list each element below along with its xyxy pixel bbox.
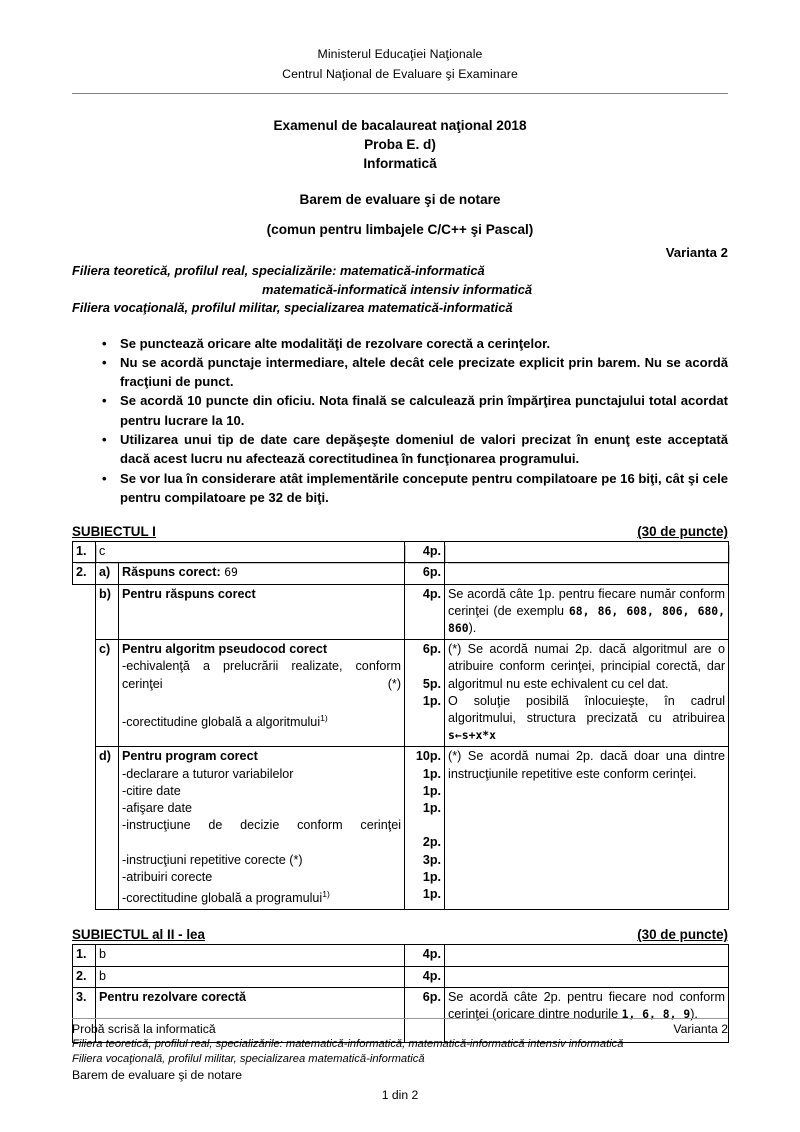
points-main: 10p. [415,749,442,764]
list-item [72,334,728,353]
criterion-item: -instrucţiune de decizie conform cerinţei [122,818,402,833]
criterion-title: Pentru rezolvare corectă [99,989,246,1004]
answer-label: Răspuns corect: [122,565,221,580]
row-answer: c [96,542,405,563]
note-text-pre: Se acordă câte 2p. pentru fiecare nod conform cerinţei (oricare dintre nodurile [448,989,725,1022]
row-letter: b) [96,584,119,640]
subject-1-points: (30 de puncte) [637,524,728,540]
row-note [445,542,729,563]
row-points: 4p. [405,945,445,966]
table-row [73,584,729,640]
list-item [72,391,728,430]
row-criterion [119,747,405,910]
points-main: 6p. [422,642,442,657]
row-number-empty [73,584,96,640]
section-heading-subject-2 [72,927,728,942]
row-number-empty [73,640,96,747]
footer-top-row [72,1021,728,1037]
criterion-item: -declarare a tuturor variabilelor [122,766,294,781]
bullet-icon: • [102,393,107,409]
subject-2-label: SUBIECTUL al II - lea [72,927,205,943]
row-criterion: Pentru răspuns corect [119,584,405,640]
row-points: 4p. [405,584,445,640]
exam-title: Examenul de bacalaureat naţional 2018 [273,118,527,133]
subject-2-points: (30 de puncte) [637,927,728,943]
points-item-4: 2p. [422,835,442,850]
languages-title: (comun pentru limbajele C/C++ şi Pascal) [266,222,534,237]
rule-text-3: Se acordă 10 puncte din oficiu. Nota finală se calculează prin împărţirea punctajului total acordat pentru lucrare la 10. [120,393,728,428]
table-row [73,966,729,987]
points-item-6: 1p. [422,869,442,884]
row-points [405,747,445,910]
criterion-item: -afişare date [122,801,193,816]
document-footer [72,1018,728,1102]
variant-label: Varianta 2 [665,245,728,260]
table-row [73,542,729,563]
points-sub-1: 5p. [422,676,442,691]
note-text-2-pre: O soluţie posibilă înlocuieşte, în cadrul algoritmului, structura precizată cu atribuirea [448,693,726,725]
row-points: 6p. [405,563,445,584]
row-points: 4p. [405,966,445,987]
rule-text-2: Nu se acordă punctaje intermediare, altele decât cele precizate explicit prin barem. Nu se acordă fracţiuni de punct. [120,354,728,390]
row-note [445,945,729,966]
row-note [445,563,729,584]
row-answer: b [96,966,405,987]
row-note [445,640,729,747]
criterion-title: Pentru algoritm pseudocod corect [122,642,328,657]
proba-title: Proba E. d) [364,137,436,152]
criterion-sub-2-text: -corectitudine globală a algoritmului [122,715,321,730]
row-note [445,966,729,987]
bullet-icon: • [102,354,107,370]
row-points: 4p. [405,542,445,563]
footer-barem: Barem de evaluare şi de notare [72,1068,243,1082]
subject-1-label: SUBIECTUL I [72,524,156,540]
row-letter: a) [96,563,119,584]
footer-variant: Varianta 2 [673,1022,728,1036]
criterion-item: -citire date [122,783,181,798]
grading-rules-list [72,334,728,508]
answer-value: 69 [224,565,238,580]
row-number: 2. [73,563,96,584]
row-number-empty [73,747,96,910]
barem-title: Barem de evaluare şi de notare [299,192,501,207]
specialization-line-1: Filiera teoretică, profilul real, specializările: matematică-informatică [72,263,485,278]
row-note: (*) Se acordă numai 2p. dacă doar una dintre instrucţiunile repetitive este conform cerinţei. [445,747,729,910]
criterion-sub-2 [122,710,401,731]
points-sub-2: 1p. [422,693,442,708]
subject-title: Informatică [363,156,437,171]
row-number: 2. [73,966,96,987]
criterion-item: -atribuiri corecte [122,869,213,884]
list-item [72,430,728,469]
footer-left-text: Probă scrisă la informatică [72,1022,216,1036]
criterion-item [122,886,401,907]
row-number: 3. [73,987,96,1043]
pseudocode-assignment: s←s+x*x [448,728,497,743]
table-row [73,563,729,584]
row-points [405,640,445,747]
criterion-item: -instrucţiuni repetitive corecte (*) [122,852,303,867]
rule-text-1: Se punctează oricare alte modalităţi de rezolvare corectă a cerinţelor. [120,335,551,351]
table-row [73,747,729,910]
note-text-pre: Se acordă câte 1p. pentru fiecare număr conform cerinţei (de exemplu [448,586,726,618]
criterion-sub-1: -echivalenţă a prelucrării realizate, conform cerinţei (*) [122,659,402,691]
points-item-2: 1p. [422,783,442,798]
table-row [73,945,729,966]
row-criterion [119,640,405,747]
row-points: 6p. [405,987,445,1043]
footnote-marker: 1) [320,713,328,723]
note-text-1: (*) Se acordă numai 2p. dacă algoritmul are o atribuire conform cerinţei, principial corectă, dar algoritmul nu este echivalent cu cel dat. [448,642,726,691]
document-header [72,44,728,94]
footer-divider [72,1018,728,1019]
footer-spec-1: Filiera teoretică, profilul real, specializările: matematică-informatică, matematică-informatică intensiv informatică [72,1038,624,1050]
note-numbers: 1, 6, 8, 9 [621,1007,691,1022]
row-letter: d) [96,747,119,910]
points-item-5: 3p. [422,852,442,867]
row-answer [119,563,405,584]
row-note [445,584,729,640]
ministry-line: Ministerul Educaţiei Naţionale [317,47,483,61]
note-text-2 [448,693,725,745]
bullet-icon: • [102,431,107,447]
specialization-line-3: Filiera vocaţională, profilul militar, specializarea matematică-informatică [72,300,513,315]
bullet-icon: • [102,335,107,351]
list-item [72,469,728,508]
page-number: 1 din 2 [381,1088,419,1102]
specialization-line-2: matematică-informatică intensiv informatică [262,281,533,297]
barem-table-subject-1 [72,541,729,910]
rule-text-4: Utilizarea unui tip de date care depăşeşte domeniul de valori precizat în enunţ este acceptată dacă acest lucru nu afectează corectitudinea în funcţionarea programului. [120,431,728,467]
list-item [72,353,728,392]
footnote-marker: 1) [322,889,330,900]
note-numbers: 68, 86, 608, 806, 680, 860 [448,603,726,635]
bullet-icon: • [102,470,107,486]
table-row [73,640,729,747]
rule-text-5: Se vor lua în considerare atât implementările concepute pentru compilatoare pe 16 biţi, cât şi cele pentru compilatoare pe 32 de biţi. [120,470,728,505]
header-divider [72,93,728,94]
footer-spec-2: Filiera vocaţională, profilul militar, specializarea matematică-informatică [72,1053,425,1065]
points-item-1: 1p. [422,766,442,781]
title-block [72,116,728,318]
points-item-7: 1p. [422,887,442,902]
row-number: 1. [73,542,96,563]
criterion-item-text: -corectitudine globală a programului [122,891,323,906]
points-item-3: 1p. [422,801,442,816]
note-text-post: ). [468,620,477,635]
note-text-post: ). [690,1007,698,1022]
center-line: Centrul Naţional de Evaluare şi Examinare [282,67,518,81]
row-letter: c) [96,640,119,747]
row-answer: b [96,945,405,966]
criterion-title: Pentru program corect [122,749,258,764]
section-heading-subject-1 [72,524,728,539]
row-number: 1. [73,945,96,966]
